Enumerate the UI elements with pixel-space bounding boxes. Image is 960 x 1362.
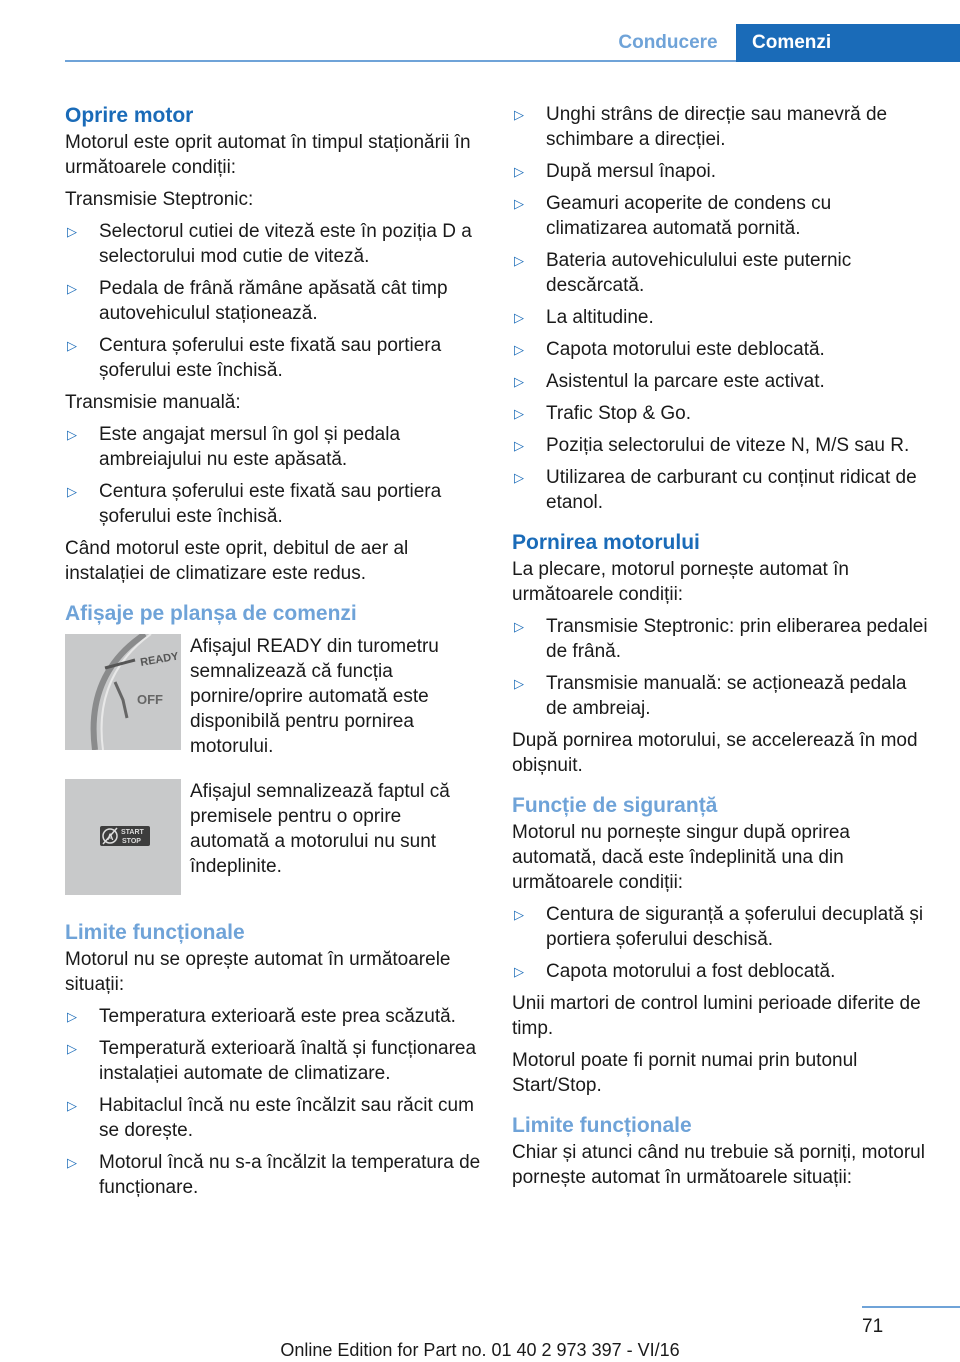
bullet-icon: ▷ (514, 196, 524, 211)
bullet-icon: ▷ (67, 1155, 77, 1170)
heading-limite-functionale: Limite funcționale (65, 921, 245, 944)
para-buton: Motorul poate fi pornit numai prin butonul Start/Stop. (512, 1050, 858, 1096)
list-item: ▷ Asistentul la parcare este activat. (514, 371, 825, 392)
para-siguranta: Motorul nu pornește singur după oprirea automată, dacă este îndeplinită una din următoarele condiții: (512, 822, 850, 893)
figure-startstop-caption: Afișajul semnalizează faptul că premisele pentru o oprire automată a motorului nu sunt îndeplinite. (190, 781, 450, 877)
bullet-icon: ▷ (514, 619, 524, 634)
list-item: ▷ Transmisie Steptronic: prin eliberarea pedalei de frână. (514, 616, 928, 662)
heading-oprire-motor: Oprire motor (65, 104, 194, 127)
list-item: ▷ Centura de siguranță a șoferului decuplată și portiera șoferului deschisă. (514, 904, 924, 950)
para-intro: Motorul este oprit automat în timpul staționării în următoarele condiții: (65, 132, 471, 178)
list-manual (65, 422, 485, 529)
svg-text:OFF: OFF (137, 692, 163, 707)
bullet-icon: ▷ (514, 310, 524, 325)
bullet-icon: ▷ (67, 281, 77, 296)
list-item: ▷ Centura șoferului este fixată sau portiera șoferului este închisă. (67, 335, 442, 381)
para-martori: Unii martori de control lumini perioade diferite de timp. (512, 993, 921, 1039)
bullet-icon: ▷ (514, 374, 524, 389)
startstop-indicator-image (65, 779, 181, 895)
tachometer-ready-image (65, 634, 181, 750)
bullet-icon: ▷ (514, 164, 524, 179)
heading-limite-functionale-2: Limite funcționale (512, 1114, 692, 1137)
list-item: ▷ Habitaclul încă nu este încălzit sau răcit cum se dorește. (67, 1095, 474, 1141)
start-stop-icon (65, 779, 181, 895)
bullet-icon: ▷ (67, 484, 77, 499)
list-item: ▷ Pedala de frână rămâne apăsată cât timp autovehiculul staționează. (67, 278, 448, 324)
bullet-icon: ▷ (514, 253, 524, 268)
bullet-icon: ▷ (514, 107, 524, 122)
bullet-icon: ▷ (67, 338, 77, 353)
list-item: ▷ Centura șoferului este fixată sau portiera șoferului este închisă. (67, 481, 442, 527)
bullet-icon: ▷ (514, 676, 524, 691)
list-siguranta (512, 902, 932, 984)
para-dupa: După pornirea motorului, se accelerează în mod obișnuit. (512, 730, 918, 776)
svg-text:STOP: STOP (122, 838, 141, 845)
para-steptronic: Transmisie Steptronic: (65, 189, 254, 210)
para-aer: Când motorul este oprit, debitul de aer al instalației de climatizare este redus. (65, 538, 409, 584)
bullet-icon: ▷ (67, 1041, 77, 1056)
bullet-icon: ▷ (514, 964, 524, 979)
bullet-icon: ▷ (67, 1098, 77, 1113)
right-column (512, 102, 932, 1197)
svg-text:START: START (121, 829, 144, 836)
bullet-icon: ▷ (514, 406, 524, 421)
heading-pornirea-motorului: Pornirea motorului (512, 531, 700, 554)
para-limite: Motorul nu se oprește automat în următoarele situații: (65, 949, 451, 995)
page-number: 71 (862, 1316, 884, 1337)
figure-ready (65, 634, 485, 759)
header-section-tab[interactable]: Conducere (618, 32, 718, 53)
header-active-tab[interactable]: Comenzi (736, 24, 960, 62)
tachometer-icon (65, 634, 181, 750)
bullet-icon: ▷ (514, 470, 524, 485)
list-item: ▷ Unghi strâns de direcție sau manevră de schimbare a direcției. (514, 104, 888, 150)
footer-rule (862, 1306, 960, 1308)
list-item: ▷ Temperatură exterioară înaltă și funcționarea instalației automate de climatizare. (67, 1038, 477, 1084)
bullet-icon: ▷ (67, 224, 77, 239)
bullet-icon: ▷ (67, 1009, 77, 1024)
left-column (65, 102, 485, 1207)
bullet-icon: ▷ (514, 438, 524, 453)
list-item: ▷ După mersul înapoi. (514, 161, 717, 182)
heading-afisaje: Afișaje pe planșa de comenzi (65, 602, 357, 625)
list-pornirea (512, 614, 932, 721)
list-item: ▷ La altitudine. (514, 307, 654, 328)
para-pornirea: La plecare, motorul pornește automat în următoarele condiții: (512, 559, 849, 605)
list-item: ▷ Transmisie manuală: se acționează pedala de ambreiaj. (514, 673, 907, 719)
list-item: ▷ Geamuri acoperite de condens cu climatizarea automată pornită. (514, 193, 832, 239)
list-item: ▷ Poziția selectorului de viteze N, M/S sau R. (514, 435, 910, 456)
bullet-icon: ▷ (67, 427, 77, 442)
bullet-icon: ▷ (514, 342, 524, 357)
para-limite-2: Chiar și atunci când nu trebuie să porniți, motorul pornește automat în următoarele situații: (512, 1142, 925, 1188)
figure-ready-caption: Afișajul READY din turometru semnalizează că funcția pornire/oprire automată este disponibilă pentru pornirea motorului. (190, 636, 439, 757)
list-steptronic (65, 219, 485, 383)
footer-edition: Online Edition for Part no. 01 40 2 973 397 - VI/16 (280, 1340, 680, 1360)
list-item: ▷ Bateria autovehiculului este puternic descărcată. (514, 250, 852, 296)
figure-startstop (65, 779, 485, 895)
list-item: ▷ Capota motorului a fost deblocată. (514, 961, 836, 982)
svg-text:A: A (107, 832, 114, 842)
list-item: ▷ Utilizarea de carburant cu conținut ridicat de etanol. (514, 467, 917, 513)
bullet-icon: ▷ (514, 907, 524, 922)
svg-text:READY: READY (139, 650, 180, 669)
list-item: ▷ Motorul încă nu s-a încălzit la temperatura de funcționare. (67, 1152, 481, 1198)
list-limite-continued (512, 102, 932, 515)
list-item: ▷ Selectorul cutiei de viteză este în poziția D a selectorului mod cutie de viteză. (67, 221, 472, 267)
list-limite (65, 1004, 485, 1200)
list-item: ▷ Temperatura exterioară este prea scăzută. (67, 1006, 456, 1027)
heading-functie-siguranta: Funcție de siguranță (512, 794, 718, 817)
list-item: ▷ Trafic Stop & Go. (514, 403, 692, 424)
list-item: ▷ Este angajat mersul în gol și pedala ambreiajului nu este apăsată. (67, 424, 401, 470)
para-manual: Transmisie manuală: (65, 392, 241, 413)
list-item: ▷ Capota motorului este deblocată. (514, 339, 825, 360)
